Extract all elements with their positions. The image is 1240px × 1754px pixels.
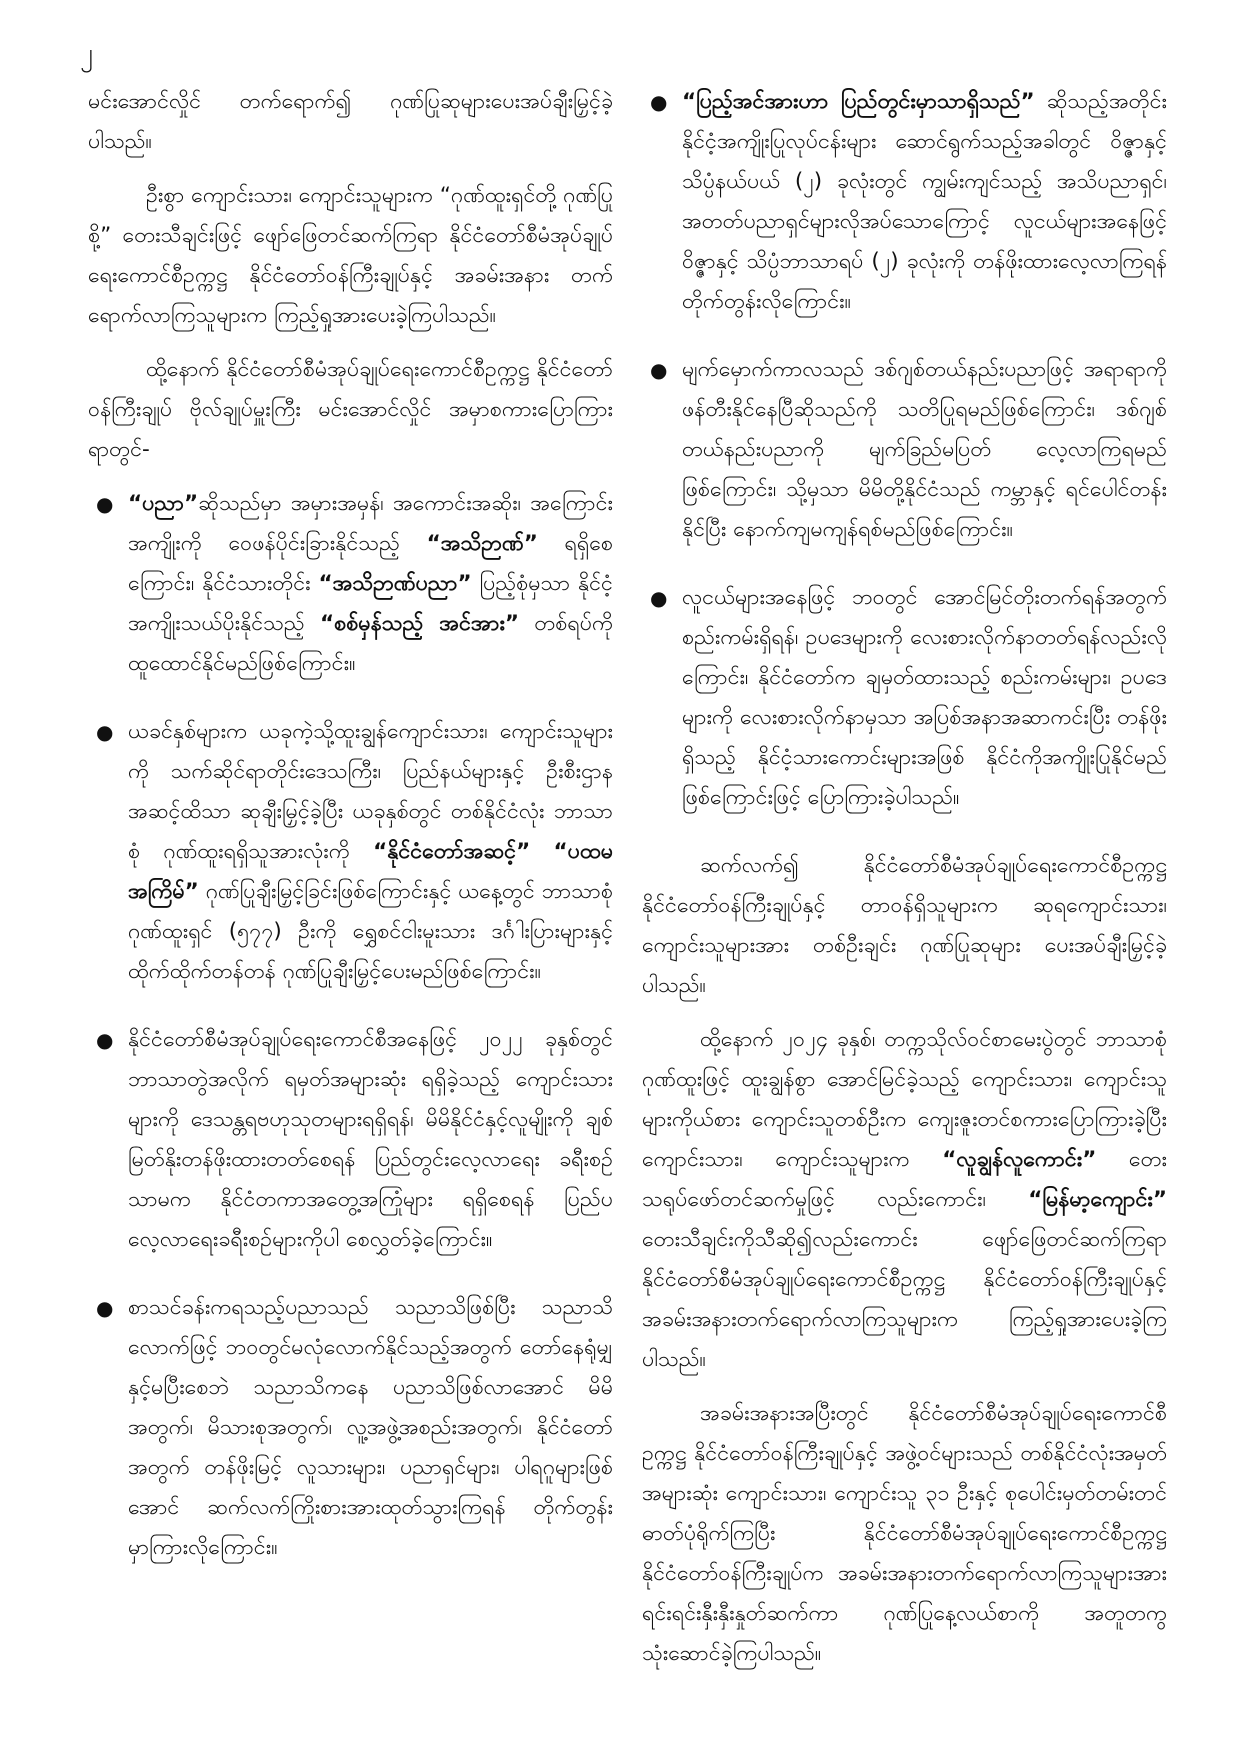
speech-points-right (642, 82, 1167, 818)
emphasis-text: “ပညာ” (128, 491, 199, 516)
emphasis-text: “မြန်မာ့ကျောင်း” (1028, 1187, 1167, 1212)
bullet-icon: ● (96, 1296, 114, 1320)
text-segment: အခမ်းအနားအပြီးတွင် နိုင်ငံတော်စီမံအုပ်ချုပ်ရေးကောင်စီဥက္ကဋ္ဌ နိုင်ငံတော်ဝန်ကြီးချုပ်နှင့် အဖွဲ့ဝင်များသည် တစ်နိုင်ငံလုံးအမှတ်အများဆုံး ကျောင်းသား၊ ကျောင်းသူ ၃၁ ဦးနှင့် စုပေါင်းမှတ်တမ်းတင်ဓာတ်ပုံရိုက်ကြပြီး နိုင်ငံတော်စီမံအုပ်ချုပ်ရေးကောင်စီဥက္ကဋ္ဌ နိုင်ငံတော်ဝန်ကြီးချုပ်က အခမ်းအနားတက်ရောက်လာကြသူများအား ရင်းရင်းနှီးနှီးနှုတ်ဆက်ကာ ဂုဏ်ပြုနေ့လယ်စာကို အတူတကွ သုံးဆောင်ခဲ့ကြပါသည်။ (642, 1401, 1167, 1666)
bullet-icon: ● (96, 720, 114, 744)
bullet-text (128, 719, 613, 984)
text-segment: ဂုဏ်ပြုချီးမြှင့်ခြင်းဖြစ်ကြောင်းနှင့် ယနေ့တွင် ဘာသာစုံဂုဏ်ထူးရှင် (၅၇၇) ဦးကို ရွှေစင်ငါးမူးသား ဒင်္ဂါးပြားများနှင့် ထိုက်ထိုက်တန်တန် ဂုဏ်ပြုချီးမြှင့်ပေးမည်ဖြစ်ကြောင်း။ (128, 879, 613, 984)
text-segment: ထို့နောက် ၂၀၂၄ ခုနှစ်၊ တက္ကသိုလ်ဝင်စာမေးပွဲတွင် ဘာသာစုံဂုဏ်ထူးဖြင့် ထူးချွန်စွာ အောင်မြင်ခဲ့သည့် ကျောင်းသား၊ ကျောင်းသူများကိုယ်စား ကျောင်းသူတစ်ဦးက ကျေးဇူးတင်စကားပြောကြားခဲ့ပြီး ကျောင်းသား၊ ကျောင်းသူများက (642, 1027, 1167, 1172)
text-segment: ပြည့်စုံမှသာ နိုင်ငံ့အကျိုးသယ်ပိုးနိုင်သည့် (128, 571, 613, 636)
bullet-text (128, 1027, 613, 1252)
bullet-icon: ● (650, 90, 668, 114)
emphasis-text: “အသိဉာဏ်ပညာ” (318, 571, 472, 596)
text-segment: လူငယ်များအနေဖြင့် ဘဝတွင် အောင်မြင်တိုးတက်ရန်အတွက် စည်းကမ်းရှိရန်၊ ဥပဒေများကို လေးစားလိုက်နာတတ်ရန်လည်းလိုကြောင်း၊ နိုင်ငံတော်က ချမှတ်ထားသည့် စည်းကမ်းများ၊ ဥပဒေများကို လေးစားလိုက်နာမှသာ အပြစ်အနာအဆာကင်းပြီး တန်ဖိုးရှိသည့် နိုင်ငံ့သားကောင်းများအဖြစ် နိုင်ငံကိုအကျိုးပြုနိုင်မည်ဖြစ်ကြောင်းဖြင့် ပြောကြားခဲ့ပါသည်။ (682, 585, 1167, 810)
emphasis-text: “လူချွန်လူကောင်း” (942, 1147, 1097, 1172)
text-segment: ဆက်လက်၍ နိုင်ငံတော်စီမံအုပ်ချုပ်ရေးကောင်စီဥက္ကဋ္ဌ နိုင်ငံတော်ဝန်ကြီးချုပ်နှင့် တာဝန်ရှိသူများက ဆုရကျောင်းသား၊ ကျောင်းသူများအား တစ်ဦးချင်း ဂုဏ်ပြုဆုများ ပေးအပ်ချီးမြှင့်ခဲ့ပါသည်။ (642, 853, 1167, 998)
bullet-point (642, 350, 1167, 550)
page-number: ၂ (80, 38, 93, 68)
bullet-text (682, 357, 1167, 542)
paragraph-continuation: မင်းအောင်လှိုင် တက်ရောက်၍ ဂုဏ်ပြုဆုများပေးအပ်ချီးမြှင့်ခဲ့ပါသည်။ (88, 89, 613, 154)
bullet-point (88, 484, 613, 684)
paragraph-awards (642, 846, 1167, 1006)
text-segment: ယခင်နှစ်များက ယခုကဲ့သို့ထူးချွန်ကျောင်းသား၊ ကျောင်းသူများကို သက်ဆိုင်ရာတိုင်းဒေသကြီး၊ ပြည်နယ်များနှင့် ဦးစီးဌာနအဆင့်ထိသာ ဆုချီးမြှင့်ခဲ့ပြီး ယခုနှစ်တွင် တစ်နိုင်ငံလုံး ဘာသာစုံ ဂုဏ်ထူးရရှိသူအားလုံးကို (128, 719, 613, 864)
bullet-icon: ● (96, 492, 114, 516)
bullet-point (642, 578, 1167, 818)
right-column (642, 82, 1167, 1688)
paragraph-thanks-performance (642, 1020, 1167, 1380)
text-segment: ရရှိစေကြောင်း၊ နိုင်ငံသားတိုင်း (128, 531, 614, 596)
text-segment (530, 839, 553, 864)
speech-points-left (88, 484, 613, 1568)
bullet-text (128, 1295, 613, 1560)
text-segment: နိုင်ငံတော်စီမံအုပ်ချုပ်ရေးကောင်စီအနေဖြင့် ၂၀၂၂ ခုနှစ်တွင် ဘာသာတွဲအလိုက် ရမှတ်အများဆုံး ရရှိခဲ့သည့် ကျောင်းသားများကို ဒေသန္တရဗဟုသုတများရရှိရန်၊ မိမိနိုင်ငံနှင့်လူမျိုးကို ချစ်မြတ်နိုးတန်ဖိုးထားတတ်စေရန် ပြည်တွင်းလေ့လာရေး ခရီးစဉ်သာမက နိုင်ငံတကာအတွေ့အကြုံများ ရရှိစေရန် ပြည်ပလေ့လာရေးခရီးစဉ်များကိုပါ စေလွှတ်ခဲ့ကြောင်း။ (128, 1027, 613, 1252)
emphasis-text: “နိုင်ငံတော်အဆင့်” (373, 839, 531, 864)
bullet-text (682, 89, 1167, 314)
text-segment: မျက်မှောက်ကာလသည် ဒစ်ဂျစ်တယ်နည်းပညာဖြင့် အရာရာကို ဖန်တီးနိုင်နေပြီဆိုသည်ကို သတိပြုရမည်ဖြစ်ကြောင်း၊ ဒစ်ဂျစ်တယ်နည်းပညာကို မျက်ခြည်မပြတ် လေ့လာကြရမည်ဖြစ်ကြောင်း၊ သို့မှသာ မိမိတို့နိုင်ငံသည် ကမ္ဘာနှင့် ရင်ပေါင်တန်းနိုင်ပြီး နောက်ကျမကျန်ရစ်မည်ဖြစ်ကြောင်း။ (682, 357, 1167, 542)
emphasis-text: “ပထမအကြိမ်” (128, 839, 614, 904)
text-segment: တေးသရုပ်ဖော်တင်ဆက်မှုဖြင့် လည်းကောင်း၊ (642, 1147, 1167, 1212)
bullet-icon: ● (650, 586, 668, 610)
text-segment: ဆိုသည်မှာ အမှားအမှန်၊ အကောင်းအဆိုး၊ အကြောင်းအကျိုးကို ဝေဖန်ပိုင်းခြားနိုင်သည့် (128, 491, 613, 556)
paragraph-closing (642, 1394, 1167, 1674)
bullet-icon: ● (650, 358, 668, 382)
bullet-point (88, 712, 613, 992)
text-segment: စာသင်ခန်းကရသည့်ပညာသည် သညာသိဖြစ်ပြီး သညာသိလောက်ဖြင့် ဘဝတွင်မလုံလောက်နိုင်သည့်အတွက် တော်နေရုံမျှနှင့်မပြီးစေဘဲ သညာသိကနေ ပညာသိဖြစ်လာအောင် မိမိအတွက်၊ မိသားစုအတွက်၊ လူ့အဖွဲ့အစည်းအတွက်၊ နိုင်ငံတော်အတွက် တန်ဖိုးမြင့် လူသားများ၊ ပညာရှင်များ၊ ပါရဂူများဖြစ်အောင် ဆက်လက်ကြိုးစားအားထုတ်သွားကြရန် တိုက်တွန်းမှာကြားလိုကြောင်း။ (128, 1295, 613, 1560)
bullet-icon: ● (96, 1028, 114, 1052)
bullet-text (128, 491, 613, 676)
bullet-text (682, 585, 1167, 810)
emphasis-text: “အသိဉာဏ်” (426, 531, 538, 556)
bullet-point (642, 82, 1167, 322)
emphasis-text: “စစ်မှန်သည့် အင်အား” (319, 611, 520, 636)
bullet-point (88, 1288, 613, 1568)
paragraph-song-performance: ဦးစွာ ကျောင်းသား၊ ကျောင်းသူများက “ဂုဏ်ထူးရှင်တို့ ဂုဏ်ပြုစို့” တေးသီချင်းဖြင့် ဖျော်ဖြေတင်ဆက်ကြရာ နိုင်ငံတော်စီမံအုပ်ချုပ်ရေးကောင်စီဥက္ကဋ္ဌ နိုင်ငံတော်ဝန်ကြီးချုပ်နှင့် အခမ်းအနား တက်ရောက်လာကြသူများက ကြည့်ရှုအားပေးခဲ့ကြပါသည်။ (88, 183, 613, 328)
text-segment: တစ်ရပ်ကို ထူထောင်နိုင်မည်ဖြစ်ကြောင်း။ (128, 611, 613, 676)
emphasis-text: “ပြည့်အင်အားဟာ ပြည်တွင်းမှာသာရှိသည်” (682, 89, 1035, 114)
text-segment: ဆိုသည့်အတိုင်း နိုင်ငံ့အကျိုးပြုလုပ်ငန်းများ ဆောင်ရွက်သည့်အခါတွင် ဝိဇ္ဇာနှင့် သိပ္ပံနယ်ပယ် (၂) ခုလုံးတွင် ကျွမ်းကျင်သည့် အသိပညာရှင်၊ အတတ်ပညာရှင်များလိုအပ်သောကြောင့် လူငယ်များအနေဖြင့် ဝိဇ္ဇာနှင့် သိပ္ပံဘာသာရပ် (၂) ခုလုံးကို တန်ဖိုးထားလေ့လာကြရန် တိုက်တွန်းလိုကြောင်း။ (682, 89, 1167, 314)
left-column (88, 82, 613, 1596)
paragraph-speech-intro: ထို့နောက် နိုင်ငံတော်စီမံအုပ်ချုပ်ရေးကောင်စီဥက္ကဋ္ဌ နိုင်ငံတော်ဝန်ကြီးချုပ် ဗိုလ်ချုပ်မှူးကြီး မင်းအောင်လှိုင် အမှာစကားပြောကြားရာတွင်- (88, 357, 613, 462)
text-segment: တေးသီချင်းကိုသီဆို၍လည်းကောင်း ဖျော်ဖြေတင်ဆက်ကြရာ နိုင်ငံတော်စီမံအုပ်ချုပ်ရေးကောင်စီဥက္ကဋ္ဌ နိုင်ငံတော်ဝန်ကြီးချုပ်နှင့် အခမ်းအနားတက်ရောက်လာကြသူများက ကြည့်ရှုအားပေးခဲ့ကြပါသည်။ (642, 1227, 1167, 1372)
bullet-point (88, 1020, 613, 1260)
